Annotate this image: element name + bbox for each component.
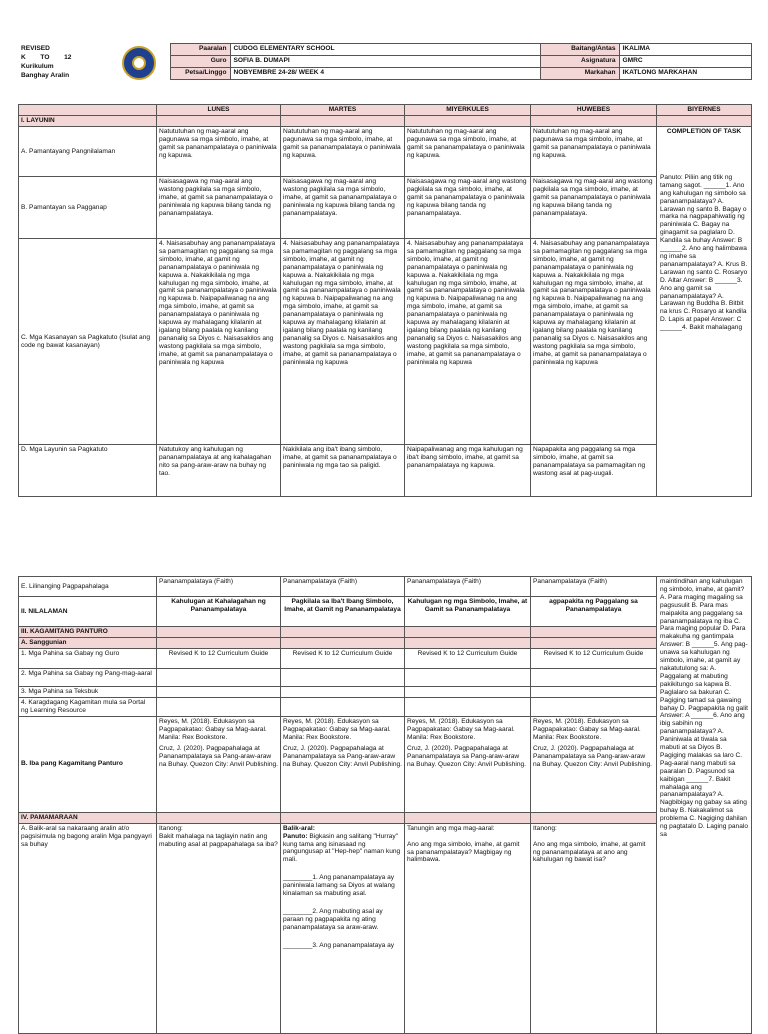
miyerkules-question: Ano ang mga simbolo, imahe, at gamit sa pananampalataya? Magbigay ng halimbawa. xyxy=(407,840,520,864)
martes-panuto-text: Bigkasin ang salitang "Hurray" kung tama ang isinasaad ng pangungusap at "Hep-hep" naman kung mali. xyxy=(283,832,401,864)
day-biyernes: BIYERNES xyxy=(657,105,752,116)
day-martes: MARTES xyxy=(281,105,405,116)
cell-guide-lunes: Revised K to 12 Curriculum Guide xyxy=(157,649,281,669)
asignatura-label: Asignatura xyxy=(540,56,619,68)
title-line-4: Banghay Aralin xyxy=(21,71,70,79)
martes-item-1: ________1. Ang pananampalataya ay paniniwala lamang sa Diyos at walang kinalaman sa mabuting asal. xyxy=(283,874,395,898)
lunes-question: Bakit mahalaga na taglayin natin ang mabuting asal at pagpapahalaga sa iba? xyxy=(159,832,278,848)
title-line-3: Kurikulum xyxy=(21,62,54,70)
miyerkules-prompt: Tanungin ang mga mag-aaral: xyxy=(407,824,495,832)
days-header-blank xyxy=(19,105,157,116)
day-lunes: LUNES xyxy=(157,105,281,116)
cell-c-lunes: 4. Naisasabuhay ang pananampalataya sa pamamagitan ng paggalang sa mga simbolo, imahe, at gamit ng pananampalataya o paniniwala ng kapuwa a. Nakakikilala ng mga kahulugan ng mga simbolo, imahe, at gamit sa pananampalataya o paniniwala ng kapuwa b. Naipapaliwanag na ang mga simbolo, imahe, at gamit sa pananampalataya o paniniwala ng kapuwa ay mahalagang kilalanin at igalang bilang paalala ng kanilang pananalig sa Diyos c. Naisasakilos ang wastong pagkilala sa mga simbolo, imahe, at gamit sa pananampalataya o paniniwala ng kapuwa xyxy=(157,239,281,445)
huwebes-itanong: Itanong: xyxy=(533,824,557,832)
friday-column xyxy=(657,127,752,497)
markahan-label: Markahan xyxy=(540,68,619,80)
completion-of-task-heading: COMPLETION OF TASK xyxy=(666,128,742,135)
cell-guide-huwebes: Revised K to 12 Curriculum Guide xyxy=(531,649,657,669)
friday-quiz-text: Panuto: Piliin ang titik ng tamang sagot. ______1. Ano ang kahulugan ng simbolo sa pananampalataya? A. Larawan ng santo B. Bagay o marka na nagpapahiwatig ng paniniwala C. Bagay na ginagamit sa paglalaro D. Kandila sa buhay Answer: B ______2. Ano ang halimbawa ng imahe sa pananampalataya? A. Krus B. Larawan ng santo C. Rosaryo D. Altar Answer: B ______3. Ano ang gamit sa pananampalataya? A. Larawan ng Buddha B. Bitbit na krus C. Rosaryo at kandila D. Lapis at papel Answer: C ______4. Bakit mahalagang xyxy=(660,173,748,332)
cell-d-lunes: Natutukoy ang kahulugan ng pananampalataya at ang kahalagahan nito sa pang-araw-araw na buhay ng tao. xyxy=(157,445,281,497)
cell-e-martes: Pananampalataya (Faith) xyxy=(281,577,405,597)
cell-balik-aral-huwebes xyxy=(531,823,657,1033)
lunes-itanong: Itanong: xyxy=(159,824,183,832)
guro-value: SOFIA B. DUMAPI xyxy=(230,56,540,68)
row-label-pagpapahalaga: E. Lilinanging Pagpapahalaga xyxy=(19,577,157,597)
row-label-balik-aral: A. Balik-aral sa nakaraang aralin at/o pagsisimula ng bagong aralin Mga pangyayri sa buhay xyxy=(19,823,157,1033)
row-label-teksbuk: 3. Mga Pahina sa Teksbuk xyxy=(19,687,157,698)
paaralan-value: CUDOG ELEMENTARY SCHOOL xyxy=(230,44,540,56)
lesson-table-1 xyxy=(18,104,752,497)
cell-refs-martes xyxy=(281,716,405,812)
martes-panuto-label: Panuto: xyxy=(283,832,308,840)
petsa-value: NOBYEMBRE 24-28/ WEEK 4 xyxy=(230,68,540,80)
lesson-plan-page-2 xyxy=(18,576,751,1034)
cell-refs-huwebes xyxy=(531,716,657,812)
reference-reyes: Reyes, M. (2018). Edukasyon sa Pagpapakatao: Gabay sa Mag-aaral. Manila: Rex Bookstore. xyxy=(283,717,391,741)
cell-b-lunes: Naisasagawa ng mag-aaral ang wastong pagkilala sa mga simbolo, imahe, at gamit sa pananampalataya o paniniwala ng kapuwa bilang tanda ng pananampalataya. xyxy=(157,177,281,239)
section-nilalaman: II. NILALAMAN xyxy=(19,597,157,627)
friday-quiz-text-2: maintindihan ang kahulugan ng simbolo, imahe, at gamit? A. Para maging magaling sa pagsusulit B. Para mas maipakita ang paggalang sa pananampalataya ng iba C. Para maging popular D. Para makakuha ng gantimpala Answer: B ______5. Ang pag-unawa sa kahulugan ng simbolo, imahe, at gamit ay nakatutulong sa: A. Paggalang at mabuting pakikitungo sa kapwa B. Paglalaro sa bakuran C. Pagiging tamad sa gawaing bahay D. Pagpapakita ng galit Answer: A ______6. Ano ang ibig sabihin ng pananampalataya? A. Paniniwala at tiwala sa mabuti at sa Diyos B. Pagiging malakas sa laro C. Pag-aaral nang mabuti sa paaralan D. Pagsunod sa kaibigan ______7. Bakit mahalaga ang pananampalataya? A. Nagbibigay ng gabay sa ating buhay B. Nakakalimot sa problema C. Nagiging dahilan ng pagtatalo D. Laging panalo sa xyxy=(660,578,748,838)
cell-nilalaman-miyerkules: Kahulugan ng mga Simbolo, Imahe, at Gamit sa Pananampalataya xyxy=(405,597,531,627)
petsa-label: Petsa/Linggo xyxy=(170,68,230,80)
cell-d-martes: Nakikilala ang iba't ibang simbolo, imahe, at gamit sa pananampalataya o paniniwala ng mga tao sa paligid. xyxy=(281,445,405,497)
martes-balik-aral-heading: Balik-aral: xyxy=(283,824,315,832)
reference-cruz: Cruz, J. (2020). Pagpapahalaga at Pananampalataya sa Pang-araw-araw na Buhay. Quezon City: Anvil Publishing. xyxy=(407,745,526,769)
title-line-2: K TO 12 xyxy=(21,53,72,61)
cell-refs-lunes xyxy=(157,716,281,812)
cell-refs-miyerkules xyxy=(405,716,531,812)
asignatura-value: GMRC xyxy=(619,56,751,68)
row-label-iba-pang-kagamitan: B. Iba pang Kagamitang Panturo xyxy=(19,716,157,812)
reference-cruz: Cruz, J. (2020). Pagpapahalaga at Pananampalataya sa Pang-araw-araw na Buhay. Quezon City: Anvil Publishing. xyxy=(533,745,652,769)
row-label-karagdagang-kagamitan: 4. Karagdagang Kagamitan mula sa Portal ng Learning Resource xyxy=(19,697,157,716)
baitang-label: Baitang/Antas xyxy=(540,44,619,56)
row-label-gabay-ng-guro: 1. Mga Pahina sa Gabay ng Guro xyxy=(19,649,157,669)
header-table xyxy=(18,43,752,80)
cell-e-lunes: Pananampalataya (Faith) xyxy=(157,577,281,597)
section-sanggunian: A. Sanggunian xyxy=(19,638,157,649)
cell-b-huwebes: Naisasagawa ng mag-aaral ang wastong pagkilala sa mga simbolo, imahe, at gamit sa pananampalataya o paniniwala ng kapuwa bilang tanda ng pananampalataya. xyxy=(531,177,657,239)
reference-reyes: Reyes, M. (2018). Edukasyon sa Pagpapakatao: Gabay sa Mag-aaral. Manila: Rex Bookstore. xyxy=(533,717,641,741)
cell-b-miyerkules: Naisasagawa ng mag-aaral ang wastong pagkilala sa mga simbolo, imahe, at gamit sa pananampalataya o paniniwala ng kapuwa bilang tanda ng pananampalataya. xyxy=(405,177,531,239)
row-label-mga-layunin: D. Mga Layunin sa Pagkatuto xyxy=(19,445,157,497)
reference-reyes: Reyes, M. (2018). Edukasyon sa Pagpapakatao: Gabay sa Mag-aaral. Manila: Rex Bookstore. xyxy=(407,717,515,741)
cell-balik-aral-lunes xyxy=(157,823,281,1033)
lesson-table-2 xyxy=(18,576,752,1034)
section-kagamitang-panturo: III. KAGAMITANG PANTURO xyxy=(19,627,157,638)
day-miyerkules: MIYERKULES xyxy=(405,105,531,116)
cell-a-lunes: Natututuhan ng mag-aaral ang pagunawa sa mga simbolo, imahe, at gamit sa pananampalataya o paniniwala ng kapuwa. xyxy=(157,127,281,177)
row-label-pamantayang-pangnilalaman: A. Pamantayang Pangnilalaman xyxy=(19,127,157,177)
baitang-value: IKALIMA xyxy=(619,44,751,56)
reference-cruz: Cruz, J. (2020). Pagpapahalaga at Pananampalataya sa Pang-araw-araw na Buhay. Quezon City: Anvil Publishing. xyxy=(283,745,402,769)
title-line-1: REVISED xyxy=(21,44,50,52)
cell-c-miyerkules: 4. Naisasabuhay ang pananampalataya sa pamamagitan ng paggalang sa mga simbolo, imahe, at gamit ng pananampalataya o paniniwala ng kapuwa a. Nakakikilala ng mga kahulugan ng mga simbolo, imahe, at gamit sa pananampalataya o paniniwala ng kapuwa b. Naipapaliwanag na ang mga simbolo, imahe, at gamit sa pananampalataya o paniniwala ng kapuwa ay mahalagang kilalanin at igalang bilang paalala ng kanilang pananalig sa Diyos c. Naisasakilos ang wastong pagkilala sa mga simbolo, imahe, at gamit sa pananampalataya o paniniwala ng kapuwa xyxy=(405,239,531,445)
cell-c-martes: 4. Naisasabuhay ang pananampalataya sa pamamagitan ng paggalang sa mga simbolo, imahe, at gamit ng pananampalataya o paniniwala ng kapuwa a. Nakakikilala ng mga kahulugan ng mga simbolo, imahe, at gamit sa pananampalataya o paniniwala ng kapuwa b. Naipapaliwanag na ang mga simbolo, imahe, at gamit sa pananampalataya o paniniwala ng kapuwa ay mahalagang kilalanin at igalang bilang paalala ng kanilang pananalig sa Diyos c. Naisasakilos ang wastong pagkilala sa mga simbolo, imahe, at gamit sa pananampalataya o paniniwala ng kapuwa xyxy=(281,239,405,445)
lesson-plan-page-1 xyxy=(18,43,751,497)
markahan-value: IKATLONG MARKAHAN xyxy=(619,68,751,80)
cell-e-miyerkules: Pananampalataya (Faith) xyxy=(405,577,531,597)
row-label-gabay-ng-pang-mag-aaral: 2. Mga Pahina sa Gabay ng Pang-mag-aaral xyxy=(19,669,157,687)
cell-balik-aral-miyerkules xyxy=(405,823,531,1033)
cell-guide-martes: Revised K to 12 Curriculum Guide xyxy=(281,649,405,669)
seal-cell xyxy=(108,44,170,80)
cell-a-miyerkules: Natututuhan ng mag-aaral ang pagunawa sa mga simbolo, imahe, at gamit sa pananampalataya o paniniwala ng kapuwa. xyxy=(405,127,531,177)
cell-nilalaman-lunes: Kahulugan at Kahalagahan ng Pananampalataya xyxy=(157,597,281,627)
cell-e-huwebes: Pananampalataya (Faith) xyxy=(531,577,657,597)
section-pamamaraan: IV. PAMAMARAAN xyxy=(19,812,157,823)
day-huwebes: HUWEBES xyxy=(531,105,657,116)
martes-item-2: ________2. Ang mabuting asal ay paraan ng pagpapakita ng ating pananampalataya sa araw-araw. xyxy=(283,907,383,931)
cell-nilalaman-huwebes: agpapakita ng Paggalang sa Pananampalataya xyxy=(531,597,657,627)
cell-a-martes: Natututuhan ng mag-aaral ang pagunawa sa mga simbolo, imahe, at gamit sa pananampalataya o paniniwala ng kapuwa. xyxy=(281,127,405,177)
cell-d-miyerkules: Naipapaliwanag ang mga kahulugan ng iba't ibang simbolo, imahe, at gamit sa pananampalataya ng kapuwa. xyxy=(405,445,531,497)
friday-column-2 xyxy=(657,577,752,1034)
lesson-plan-title xyxy=(18,44,108,80)
reference-reyes: Reyes, M. (2018). Edukasyon sa Pagpapakatao: Gabay sa Mag-aaral. Manila: Rex Bookstore. xyxy=(159,717,267,741)
section-layunin: I. LAYUNIN xyxy=(19,116,157,127)
cell-b-martes: Naisasagawa ng mag-aaral ang wastong pagkilala sa mga simbolo, imahe, at gamit sa pananampalataya o paniniwala ng kapuwa bilang tanda ng pananampalataya. xyxy=(281,177,405,239)
cell-d-huwebes: Napapakita ang paggalang sa mga simbolo, imahe, at gamit sa pananampalataya sa pamamagitan ng wastong asal at pag-uugali. xyxy=(531,445,657,497)
cell-balik-aral-martes xyxy=(281,823,405,1033)
row-label-mga-kasanayan: C. Mga Kasanayan sa Pagkatuto (Isulat ang code ng bawat kasanayan) xyxy=(19,239,157,445)
huwebes-question: Ano ang mga simbolo, imahe, at gamit ng pananampalataya at ano ang kahulugan ng bawat isa? xyxy=(533,840,646,864)
cell-a-huwebes: Natututuhan ng mag-aaral ang pagunawa sa mga simbolo, imahe, at gamit sa pananampalataya o paniniwala ng kapuwa. xyxy=(531,127,657,177)
guro-label: Guro xyxy=(170,56,230,68)
deped-seal-logo xyxy=(122,46,156,80)
reference-cruz: Cruz, J. (2020). Pagpapahalaga at Pananampalataya sa Pang-araw-araw na Buhay. Quezon City: Anvil Publishing. xyxy=(159,745,278,769)
paaralan-label: Paaralan xyxy=(170,44,230,56)
cell-guide-miyerkules: Revised K to 12 Curriculum Guide xyxy=(405,649,531,669)
martes-item-3: ________3. Ang pananampalataya ay xyxy=(283,941,395,949)
row-label-pamantayan-sa-pagganap: B. Pamantayan sa Pagganap xyxy=(19,177,157,239)
cell-nilalaman-martes: Pagkilala sa Iba't Ibang Simbolo, Imahe, at Gamit ng Pananampalataya xyxy=(281,597,405,627)
cell-c-huwebes: 4. Naisasabuhay ang pananampalataya sa pamamagitan ng paggalang sa mga simbolo, imahe, at gamit ng pananampalataya o paniniwala ng kapuwa a. Nakakikilala ng mga kahulugan ng mga simbolo, imahe, at gamit sa pananampalataya o paniniwala ng kapuwa b. Naipapaliwanag na ang mga simbolo, imahe, at gamit sa pananampalataya o paniniwala ng kapuwa ay mahalagang kilalanin at igalang bilang paalala ng kanilang pananalig sa Diyos c. Naisasakilos ang wastong pagkilala sa mga simbolo, imahe, at gamit sa pananampalataya o paniniwala ng kapuwa xyxy=(531,239,657,445)
